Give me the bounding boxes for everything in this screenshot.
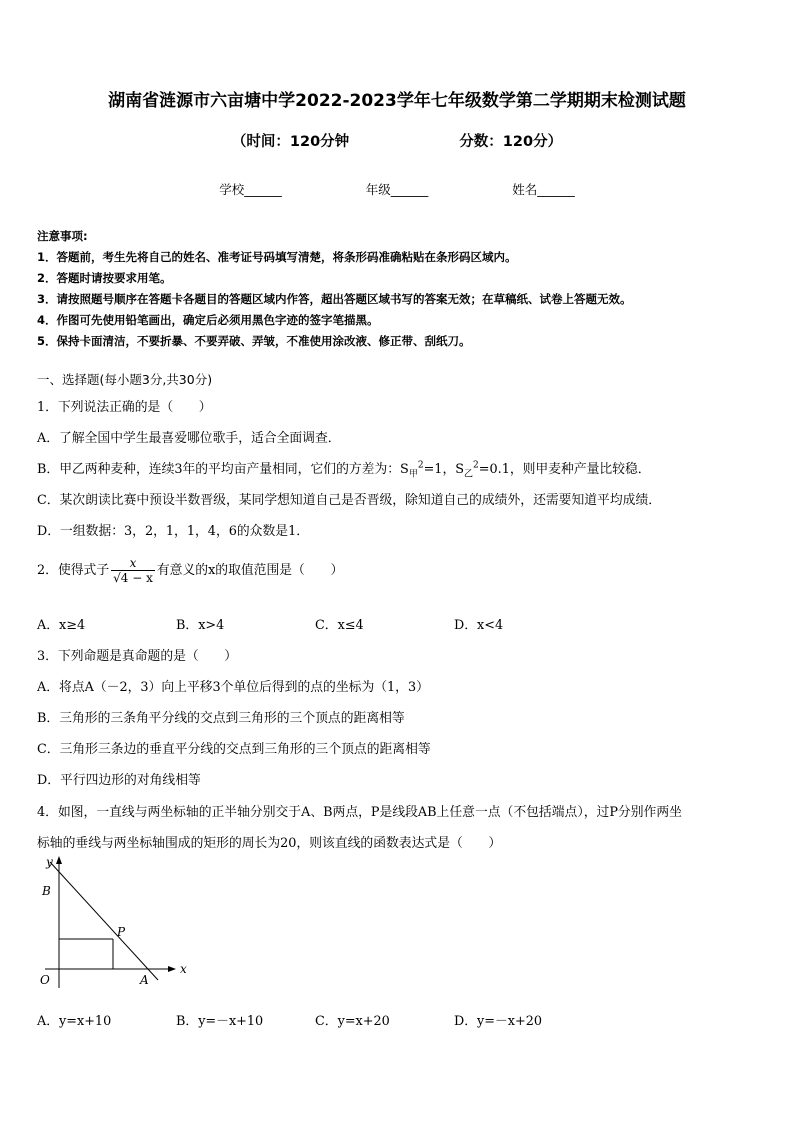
q2-option-c: C．x≤4 bbox=[315, 618, 364, 633]
student-fields bbox=[0, 180, 794, 198]
page-title: 湖南省涟源市六亩塘中学2022-2023学年七年级数学第二学期期末检测试题 bbox=[108, 91, 686, 111]
q2-frac-num: x bbox=[111, 556, 155, 571]
q1-b-sub-yi: 乙 bbox=[464, 469, 474, 480]
notice-item: 3．请按照题号顺序在答题卡各题目的答题区域内作答，超出答题区域书写的答案无效；在草稿纸、试卷上答题无效。 bbox=[37, 292, 632, 306]
q1-stem: 1．下列说法正确的是（ ） bbox=[37, 400, 212, 415]
name-field[interactable]: 姓名______ bbox=[512, 182, 575, 197]
q1-b-sup-1: 2 bbox=[417, 460, 424, 471]
point-p-label: P bbox=[117, 925, 126, 939]
x-axis-arrow bbox=[168, 966, 176, 972]
q3-stem: 3．下列命题是真命题的是（ ） bbox=[37, 649, 238, 664]
q4-coordinate-figure bbox=[30, 852, 200, 992]
notice-item: 2．答题时请按要求用笔。 bbox=[37, 271, 172, 285]
notice-item: 4．作图可先使用铅笔画出，确定后必须用黑色字迹的签字笔描黑。 bbox=[37, 313, 379, 327]
q4-stem-line2: 标轴的垂线与两坐标轴围成的矩形的周长为20，则该直线的函数表达式是（ ） bbox=[37, 836, 502, 851]
q4-option-d: D．y=－x+20 bbox=[454, 1014, 543, 1029]
time-label: （时间：120分钟 bbox=[231, 134, 350, 150]
q1-option-a: A．了解全国中学生最喜爱哪位歌手，适合全面调查． bbox=[37, 431, 341, 446]
section-title: 一、选择题(每小题3分,共30分) bbox=[37, 372, 213, 387]
point-b-label: B bbox=[42, 884, 51, 898]
q2-option-a: A．x≥4 bbox=[37, 618, 86, 633]
q1-b-sub-jia: 甲 bbox=[408, 469, 418, 480]
x-axis-label: x bbox=[180, 962, 187, 976]
origin-label: O bbox=[40, 973, 50, 987]
q1-b-text-2: =1，S bbox=[423, 462, 465, 477]
q1-b-text-1: B．甲乙两种麦种，连续3年的平均亩产量相同，它们的方差为：S bbox=[37, 462, 409, 477]
q4-option-a: A．y=x+10 bbox=[37, 1014, 112, 1029]
q3-option-c: C．三角形三条边的垂直平分线的交点到三角形的三个顶点的距离相等 bbox=[37, 742, 431, 757]
score-label: 分数：120分） bbox=[459, 134, 563, 150]
q1-option-c: C．某次朗读比赛中预设半数晋级，某同学想知道自己是否晋级，除知道自己的成绩外，还需要知道平均成绩． bbox=[37, 493, 662, 508]
q2-stem-pre: 2．使得式子 bbox=[37, 563, 110, 578]
notice-item: 5．保持卡面清洁，不要折暴、不要弄破、弄皱，不准使用涂改液、修正带、刮纸刀。 bbox=[37, 334, 471, 348]
exam-meta bbox=[0, 130, 794, 151]
q2-stem bbox=[37, 556, 343, 585]
notice-item: 1．答题前，考生先将自己的姓名、准考证号码填写清楚，将条形码准确粘贴在条形码区域内。 bbox=[37, 250, 517, 264]
grade-field[interactable]: 年级______ bbox=[365, 182, 429, 197]
point-a-label: A bbox=[140, 973, 149, 987]
y-axis-arrow bbox=[56, 856, 62, 864]
q3-option-d: D．平行四边形的对角线相等 bbox=[37, 773, 201, 788]
y-axis-label: y bbox=[46, 855, 53, 869]
q1-option-b bbox=[37, 458, 651, 480]
q2-frac-den: √4 − x bbox=[113, 571, 153, 585]
q1-b-text-3: =0.1，则甲麦种产量比较稳． bbox=[478, 462, 651, 477]
q4-option-c: C．y=x+20 bbox=[315, 1014, 390, 1029]
q3-option-b: B．三角形的三条角平分线的交点到三角形的三个顶点的距离相等 bbox=[37, 711, 405, 726]
notice-heading: 注意事项: bbox=[37, 229, 88, 243]
q3-option-a: A．将点A（－2，3）向上平移3个单位后得到的点的坐标为（1，3） bbox=[37, 680, 429, 695]
line-ab bbox=[50, 862, 158, 980]
school-field[interactable]: 学校______ bbox=[219, 182, 282, 197]
q2-option-d: D．x<4 bbox=[454, 618, 504, 633]
q1-option-d: D．一组数据：3，2，1，1，4，6的众数是1． bbox=[37, 524, 310, 539]
q2-option-b: B．x>4 bbox=[176, 618, 225, 633]
q2-fraction bbox=[111, 556, 155, 585]
q4-options bbox=[37, 1010, 593, 1029]
q2-stem-post: 有意义的x的取值范围是（ ） bbox=[156, 563, 344, 578]
q2-options bbox=[37, 614, 593, 633]
q1-b-sup-2: 2 bbox=[473, 460, 479, 471]
q4-stem-line1: 4．如图，一直线与两坐标轴的正半轴分别交于A、B两点，P是线段AB上任意一点（不包括端点），过P分别作两坐 bbox=[37, 805, 682, 820]
q4-option-b: B．y=－x+10 bbox=[176, 1014, 264, 1029]
notice-block bbox=[37, 226, 767, 352]
